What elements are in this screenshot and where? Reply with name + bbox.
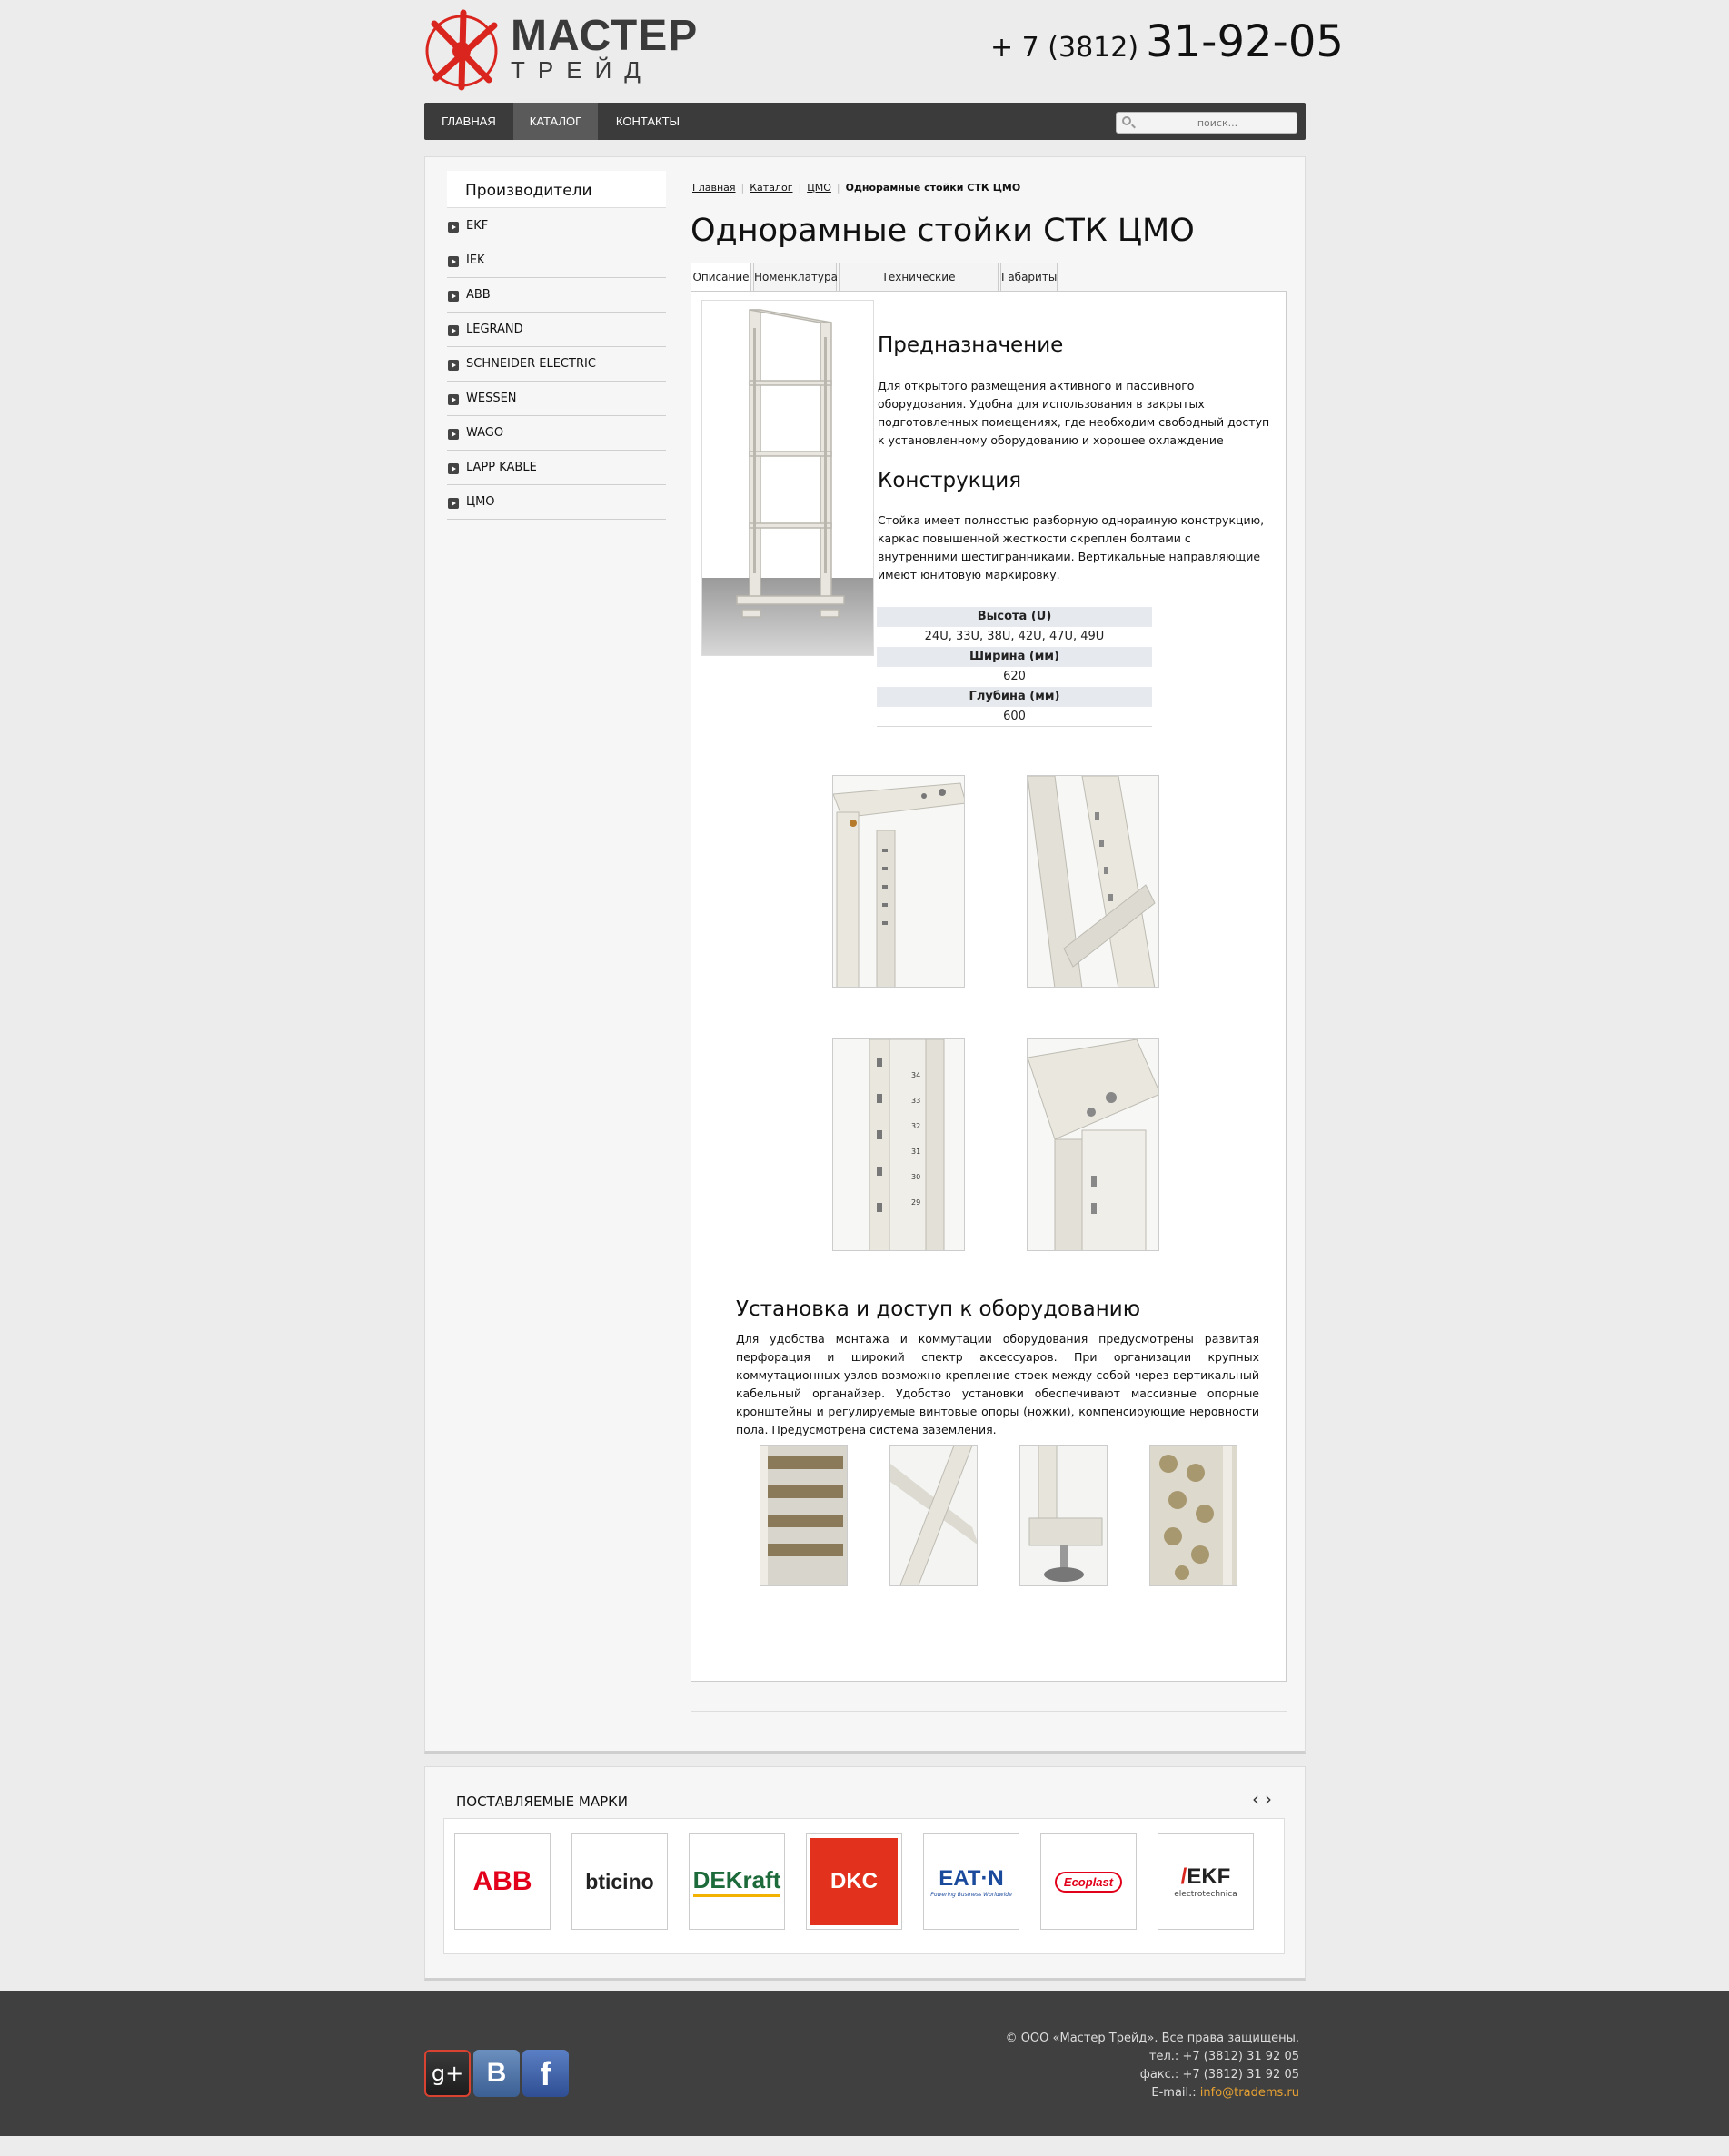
sidebar-item-label: IEK: [466, 253, 485, 267]
footer-copyright: © ООО «Мастер Трейд». Все права защищены.: [1005, 2032, 1299, 2045]
sidebar-item-iek[interactable]: [447, 243, 666, 278]
spec-label: Ширина (мм): [877, 647, 1152, 667]
arrow-right-icon: [448, 498, 459, 509]
content-divider: [691, 1711, 1287, 1712]
nav-item-catalog[interactable]: КАТАЛОГ: [513, 103, 598, 140]
footer-bottom-strip: [0, 2136, 1729, 2156]
construction-text: Стойка имеет полностью разборную однорамную конструкцию, каркас повышенной жесткости скреплен болтами с внутренними шестигранниками. Вертикальные направляющие имеют юнитовую маркировку.: [878, 513, 1265, 581]
detail-photo: [832, 775, 965, 988]
sidebar-item-label: ЦМО: [466, 495, 495, 509]
install-heading: Установка и доступ к оборудованию: [736, 1297, 1141, 1321]
brand-label: EKF: [1187, 1864, 1231, 1889]
construction-heading: Конструкция: [878, 469, 1022, 492]
social-label: B: [486, 2058, 507, 2088]
sidebar-item-label: WESSEN: [466, 392, 517, 405]
brand-label: ABB: [472, 1866, 532, 1896]
detail-photo: [1027, 1038, 1159, 1251]
tab-dimensions[interactable]: Габариты: [1000, 263, 1058, 291]
brand-logo-eaton[interactable]: [923, 1833, 1019, 1930]
breadcrumb-cmo[interactable]: ЦМО: [807, 182, 831, 194]
svg-text:34: 34: [911, 1071, 921, 1079]
tab-specifications[interactable]: Технические: [839, 263, 999, 291]
nav-item-contacts[interactable]: КОНТАКТЫ: [615, 114, 681, 128]
phone-prefix: + 7 (3812): [990, 32, 1139, 64]
install-photo: [1019, 1445, 1108, 1586]
sidebar-item-legrand[interactable]: [447, 313, 666, 347]
breadcrumb-current: Однорамные стойки СТК ЦМО: [845, 182, 1021, 194]
search-icon[interactable]: [1122, 116, 1131, 125]
brand-logo-dekraft[interactable]: [689, 1833, 785, 1930]
brand-logo-bticino[interactable]: [571, 1833, 668, 1930]
arrow-right-icon: [448, 360, 459, 371]
search-box: [1116, 112, 1297, 134]
brands-title: ПОСТАВЛЯЕМЫЕ МАРКИ: [456, 1793, 628, 1810]
footer-tel: тел.: +7 (3812) 31 92 05: [1148, 2050, 1299, 2063]
sidebar-title: Производители: [447, 171, 666, 208]
phone-number: 31-92-05: [1146, 16, 1344, 67]
nav-item-home[interactable]: ГЛАВНАЯ: [442, 114, 496, 128]
breadcrumb-separator: |: [836, 182, 840, 194]
brand-logo-abb[interactable]: [454, 1833, 551, 1930]
breadcrumb-separator: |: [798, 182, 802, 194]
svg-text:31: 31: [911, 1148, 921, 1156]
install-photo: [1149, 1445, 1237, 1586]
search-input[interactable]: [1140, 114, 1295, 133]
sidebar-item-ekf[interactable]: [447, 209, 666, 243]
spec-value: 600: [877, 707, 1152, 727]
sidebar-item-label: LAPP KABLE: [466, 461, 537, 474]
brand-label: Ecoplast: [1055, 1872, 1122, 1893]
purpose-heading: Предназначение: [878, 333, 1064, 357]
tab-description[interactable]: Описание: [691, 263, 751, 292]
spec-value: 24U, 33U, 38U, 42U, 47U, 49U: [924, 630, 1105, 643]
arrow-right-icon: [448, 394, 459, 405]
tab-nomenclature[interactable]: Номенклатура: [753, 263, 837, 291]
spec-label: Высота (U): [877, 607, 1152, 627]
arrow-right-icon: [448, 256, 459, 267]
footer-email-link[interactable]: info@tradems.ru: [1199, 2086, 1299, 2100]
sidebar-item-label: EKF: [466, 219, 489, 233]
sidebar-item-label: WAGO: [466, 426, 504, 440]
sidebar-item-wago[interactable]: [447, 416, 666, 451]
arrow-right-icon: [448, 463, 459, 474]
header-phone: [990, 16, 1344, 67]
vk-icon[interactable]: [473, 2050, 520, 2097]
svg-text:30: 30: [911, 1173, 921, 1181]
sidebar-item-wessen[interactable]: [447, 382, 666, 416]
svg-text:32: 32: [911, 1122, 921, 1130]
sidebar-item-label: ABB: [466, 288, 491, 302]
logo-icon[interactable]: [423, 7, 507, 91]
logo-subtitle: ТРЕЙД: [511, 56, 653, 84]
footer-email-label: E-mail.:: [1151, 2086, 1197, 2100]
install-photo: [889, 1445, 978, 1586]
breadcrumb-home[interactable]: Главная: [692, 182, 736, 194]
product-image: [701, 300, 874, 656]
footer-contacts: [909, 2030, 1299, 2102]
footer-email-row: [909, 2084, 1299, 2102]
brand-logo-ecoplast[interactable]: [1040, 1833, 1137, 1930]
arrow-right-icon: [448, 222, 459, 233]
brand-logo-ekf[interactable]: /EKF electrotechnica: [1158, 1833, 1254, 1930]
brand-label: DEKraft: [693, 1866, 781, 1897]
sidebar-item-abb[interactable]: [447, 278, 666, 313]
arrow-right-icon: [448, 429, 459, 440]
brands-carousel-arrows[interactable]: ‹›: [1252, 1788, 1277, 1810]
sidebar-item-label: SCHNEIDER ELECTRIC: [466, 357, 596, 371]
spec-table: [877, 607, 1152, 727]
footer-fax: факс.: +7 (3812) 31 92 05: [1139, 2068, 1299, 2081]
brand-label: DKC: [830, 1869, 878, 1893]
svg-text:29: 29: [911, 1198, 921, 1207]
logo-title[interactable]: МАСТЕР: [511, 12, 699, 60]
social-label: g+: [431, 2061, 464, 2086]
arrow-right-icon: [448, 325, 459, 336]
google-plus-icon[interactable]: [424, 2050, 471, 2097]
spec-label: Глубина (мм): [877, 687, 1152, 707]
breadcrumb-separator: |: [740, 182, 745, 194]
social-label: f: [540, 2055, 551, 2092]
arrow-right-icon: [448, 291, 459, 302]
brand-label: bticino: [585, 1869, 654, 1893]
breadcrumb: [692, 182, 1020, 194]
sidebar-item-cmo[interactable]: [447, 485, 666, 520]
svg-text:33: 33: [911, 1097, 921, 1105]
detail-photo: [832, 1038, 965, 1251]
sidebar-item-lapp[interactable]: [447, 451, 666, 485]
sidebar-item-schneider[interactable]: [447, 347, 666, 382]
brand-label: EAT·N: [939, 1865, 1004, 1891]
install-text: Для удобства монтажа и коммутации оборудования предусмотрены развитая перфорация и широкий спектр аксессуаров. При организации крупных коммутационных узлов возможно крепление стоек между собой через вертикальный кабельный органайзер. Удобство установки обеспечивают массивные опорные кронштейны и регулируемые винтовые опоры (ножки), компенсирующие неровности пола. Предусмотрена система заземления.: [736, 1332, 1259, 1436]
brand-tagline: electrotechnica: [1174, 1890, 1237, 1899]
footer: [0, 1991, 1729, 2136]
purpose-text: Для открытого размещения активного и пассивного оборудования. Удобна для использования в закрытых подготовленных помещениях, где необходим свободный доступ к установленному оборудованию и хорошее охлаждение: [878, 379, 1270, 447]
spec-value: 620: [1003, 670, 1026, 683]
breadcrumb-catalog[interactable]: Каталог: [750, 182, 793, 194]
detail-photo: [1027, 775, 1159, 988]
sidebar-item-label: LEGRAND: [466, 323, 523, 336]
facebook-icon[interactable]: [522, 2050, 569, 2097]
brand-tagline: Powering Business Worldwide: [930, 1891, 1012, 1898]
page-title: Однорамные стойки СТК ЦМО: [691, 213, 1195, 249]
brand-logo-dkc[interactable]: [806, 1833, 902, 1930]
install-photo: [760, 1445, 848, 1586]
